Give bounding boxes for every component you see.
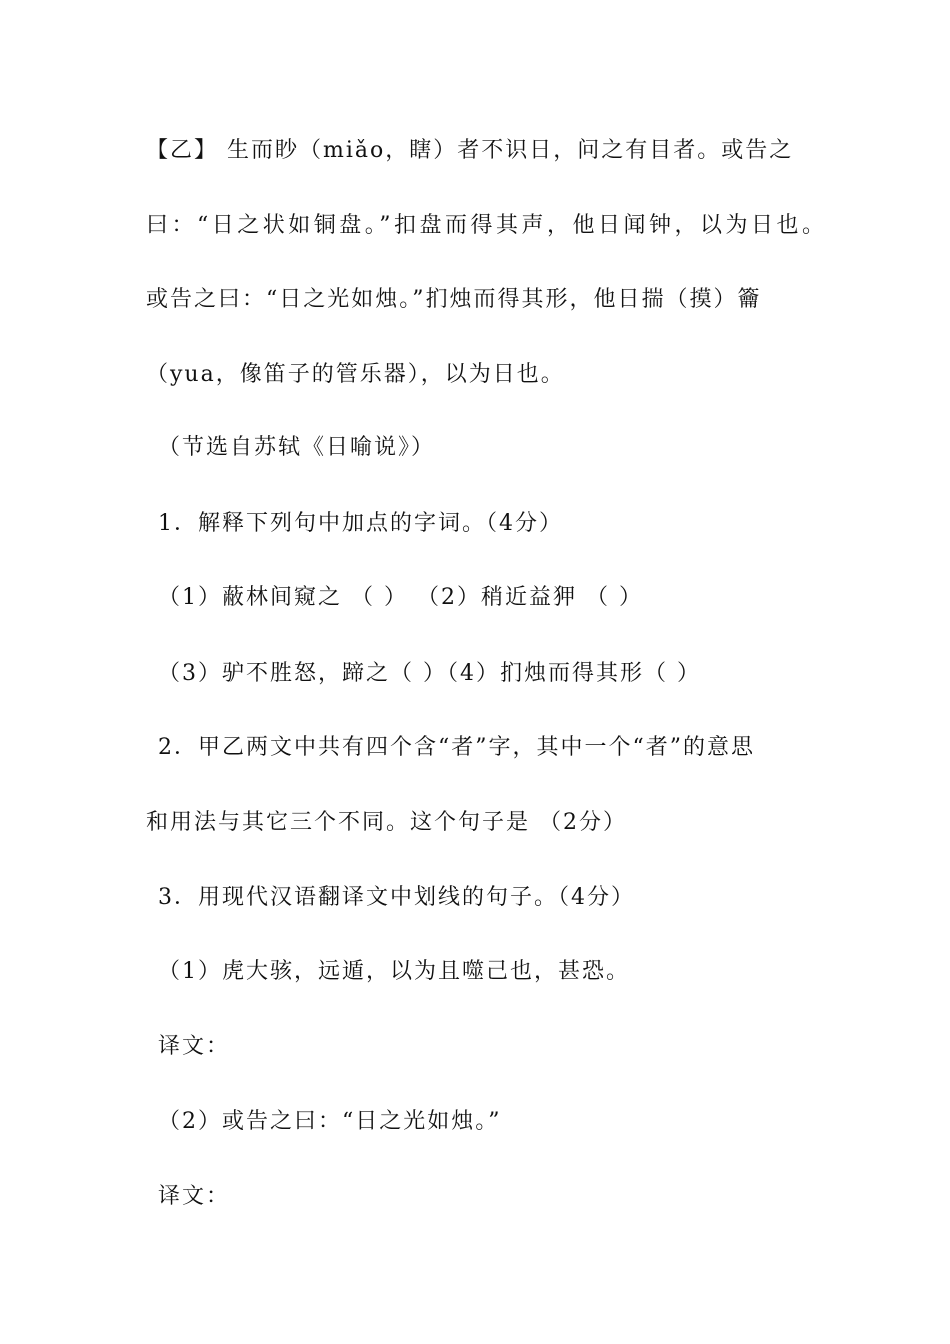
passage-yi-line-3: 或告之曰：“日之光如烛。”扪烛而得其形，他日揣（摸）籥	[146, 287, 762, 312]
passage-yi-line-2: 曰：“日之状如铜盘。”扣盘而得其声，他日闻钟，以为日也。	[146, 213, 828, 238]
translation-label-2: 译文：	[158, 1184, 231, 1209]
passage-source: （节选自苏轼《日喻说》）	[158, 435, 436, 460]
translation-label-1: 译文：	[158, 1034, 231, 1059]
question-3-sentence-2: （2）或告之曰：“日之光如烛。”	[158, 1109, 502, 1134]
question-2-prompt-line-2: 和用法与其它三个不同。这个句子是 （2分）	[146, 810, 627, 835]
passage-yi-line-4: （yua，像笛子的管乐器），以为日也。	[146, 362, 565, 387]
question-3-sentence-1: （1）虎大骇，远遁，以为且噬己也，甚恐。	[158, 959, 630, 984]
question-1-prompt: 1．解释下列句中加点的字词。（4分）	[158, 511, 563, 536]
question-1-items-b: （3）驴不胜怒，蹄之（ ）（4）扪烛而得其形（ ）	[158, 661, 701, 686]
question-3-prompt: 3．用现代汉语翻译文中划线的句子。（4分）	[158, 885, 635, 910]
passage-yi-line-1: 【乙】 生而眇（miǎo，瞎）者不识日，问之有目者。或告之	[146, 138, 794, 163]
question-2-prompt-line-1: 2．甲乙两文中共有四个含“者”字，其中一个“者”的意思	[158, 735, 755, 760]
question-1-items-a: （1）蔽林间窥之 （ ） （2）稍近益狎 （ ）	[158, 585, 643, 610]
